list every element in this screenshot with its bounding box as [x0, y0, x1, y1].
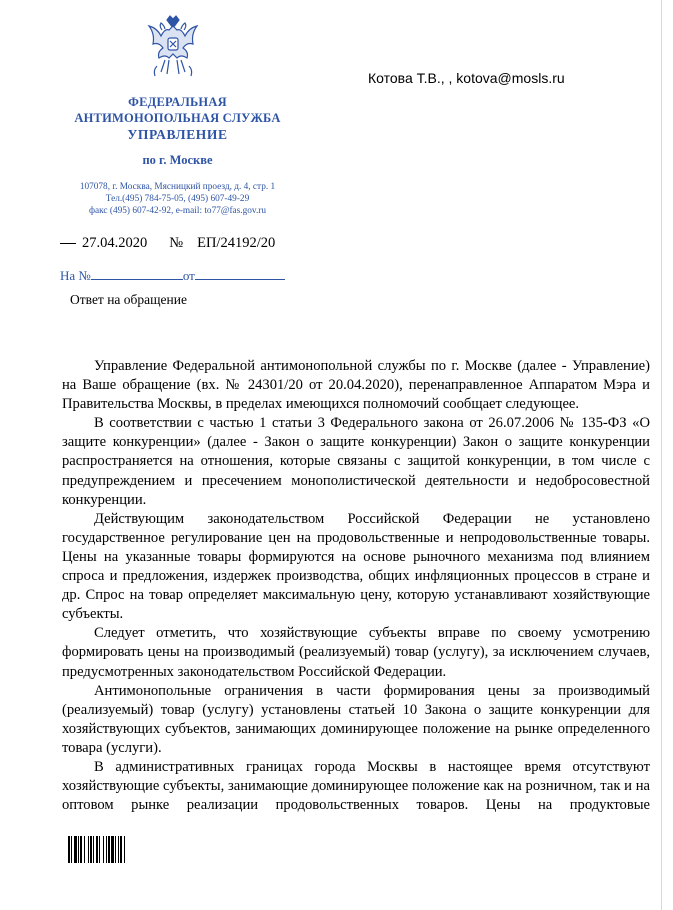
reference-middle: от [182, 268, 195, 283]
paragraph: В административных границах города Москвы в настоящее время отсутствуют хозяйствующие субъекты, занимающие доминирующее положение как на розничном, так и на оптовом рынке реализации продовольственных товаров. Цены на продуктовые [62, 758, 650, 814]
eagle-emblem-icon [145, 14, 201, 80]
page-edge [661, 0, 662, 910]
registration-date: 27.04.2020 [82, 235, 148, 251]
agency-contacts [55, 181, 300, 217]
recipient: Котова Т.В., , kotova@mosls.ru [368, 70, 565, 86]
document-subject: Ответ на обращение [70, 292, 187, 307]
agency-fax-email: факс (495) 607-42-92, e-mail: to77@fas.gov.ru [88, 206, 267, 216]
reference-number-blank [91, 279, 183, 280]
letter-body [62, 357, 650, 815]
reference-prefix: На № [60, 268, 91, 283]
reference-date-blank [195, 279, 285, 280]
reference-line [60, 268, 285, 284]
agency-line-1: ФЕДЕРАЛЬНАЯ [128, 95, 227, 109]
barcode-icon [68, 836, 178, 863]
blank-underline [60, 243, 76, 244]
paragraph: Следует отметить, что хозяйствующие субъекты вправе по своему усмотрению формировать цены на производимый (реализуемый) товар (услугу), за исключением случаев, предусмотренных законодательством Российской Федерации. [62, 625, 650, 680]
paragraph: Управление Федеральной антимонопольной службы по г. Москве (далее - Управление) на Ваше обращение (вх. № 24301/20 от 20.04.2020), перенаправленное Аппаратом Мэра и Правительства Москвы, в пределах имеющихся полномочий сообщает следующее. [62, 358, 650, 413]
number-sign: № [169, 235, 184, 251]
registration-number: ЕП/24192/20 [197, 235, 276, 251]
agency-line-4: по г. Москве [142, 153, 213, 167]
agency-line-3: УПРАВЛЕНИЕ [127, 127, 228, 142]
agency-phone: Тел.(495) 784-75-05, (495) 607-49-29 [105, 194, 250, 204]
paragraph: Действующим законодательством Российской Федерации не установлено государственное регулирование цен на продовольственные и непродовольственные товары. Цены на указанные товары формируются на основе рыночного механизма под влиянием спроса и предложения, издержек производства, общих инфляционных процессов в стране и др. Спрос на товар определяет максимальную цену, которую устанавливают хозяйствующие субъекты. [62, 510, 650, 623]
agency-address: 107078, г. Москва, Мясницкий проезд, д. 4, стр. 1 [79, 182, 276, 192]
paragraph: В соответствии с частью 1 статьи 3 Федерального закона от 26.07.2006 № 135-ФЗ «О защите конкуренции» (далее - Закон о защите конкуренции) Закон о защите конкуренции распространяется на отношения, которые связаны с защитой конкуренции, в том числе с предупреждением и пресечением монополистической деятельности и недобросовестной конкуренции. [62, 415, 650, 508]
agency-letterhead [60, 95, 295, 168]
registration-line [60, 235, 275, 252]
agency-line-2: АНТИМОНОПОЛЬНАЯ СЛУЖБА [74, 111, 281, 125]
paragraph: Антимонопольные ограничения в части формирования цены за производимый (реализуемый) товар (услугу) установлены статьей 10 Закона о защите конкуренции для хозяйствующих субъектов, занимающих доминирующее положение на рынке определенного товара (услуги). [62, 682, 650, 756]
barcode-stripe [125, 836, 126, 863]
